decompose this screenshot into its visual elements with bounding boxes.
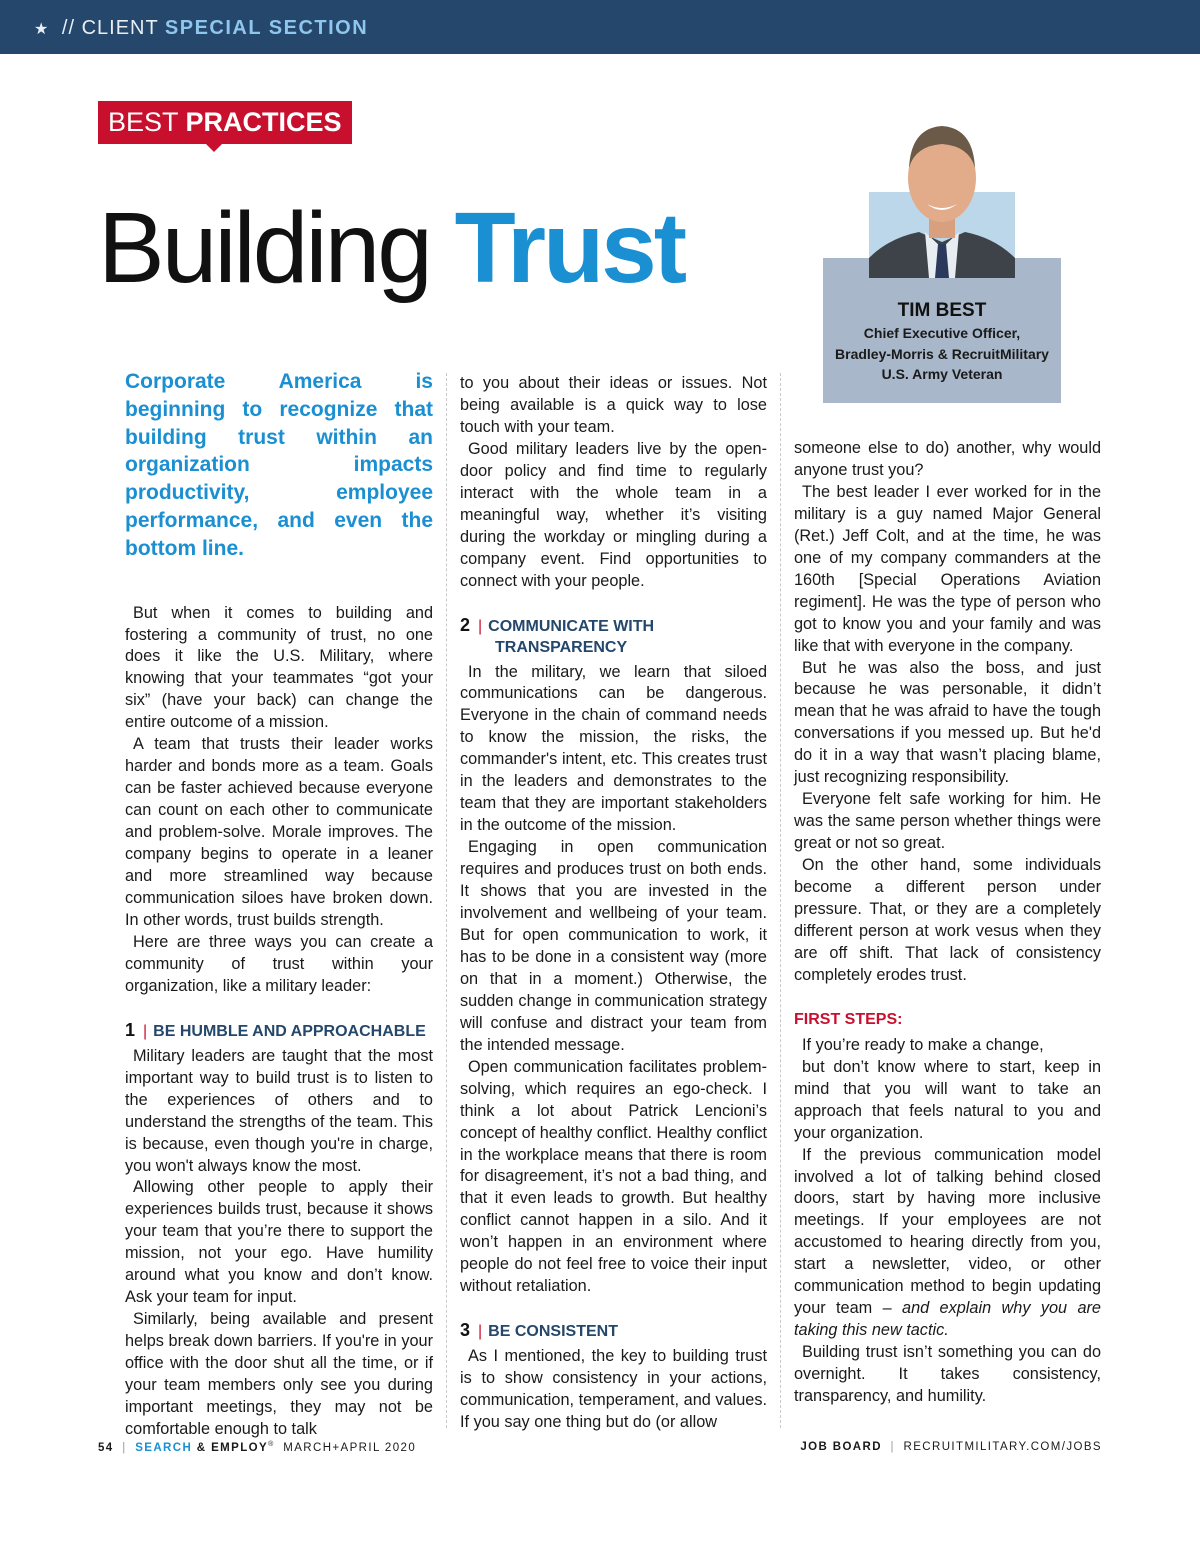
column-3 — [794, 438, 1101, 1408]
registered-mark: ® — [268, 1441, 275, 1448]
paragraph: but don’t know where to start, keep in mind that you will want to take an approach that feels natural to you and your organization. — [794, 1057, 1101, 1142]
heading-bar: | — [478, 617, 483, 635]
paragraph-italic: and explain why you are taking this new tactic. — [794, 1299, 1101, 1340]
section-heading-1 — [125, 1020, 433, 1042]
section-number: 2 — [460, 614, 471, 635]
paragraph: Military leaders are taught that the most important way to build trust is to listen to the experiences of others and to understand the strengths of the team. This is because, even though you're in charge, you won't always know the most. — [125, 1046, 433, 1175]
brand-employ: EMPLOY — [211, 1441, 269, 1454]
section-heading-3 — [460, 1320, 767, 1342]
brand-search: SEARCH — [135, 1441, 193, 1454]
paragraph: But he was also the boss, and just because he was personable, it didn’t mean that he was afraid to have the tough conversations if you messed up. But he'd do it in a way that wasn’t placing blame, just recognizing responsibility. — [794, 658, 1101, 787]
paragraph-text: If the previous communication model involved a lot of talking behind closed doors, start by having more inclusive meetings. If your employees are not accustomed to hearing directly from you, start a newsletter, video, or other communication method to begin updating your team – — [794, 1145, 1101, 1318]
paragraph: Engaging in open communication requires and produces trust on both ends. It shows that you are invested in the involvement and wellbeing of your team. But for open communication to work, it has to be done in a consistent way (more on that in a moment.) Otherwise, the sudden change in communication strategy will confuse and distract your team from the intended message. — [460, 838, 767, 1054]
footer-separator: | — [890, 1441, 895, 1453]
column-divider-1 — [446, 373, 447, 1428]
paragraph: to you about their ideas or issues. Not being available is a quick way to lose touch with your team. — [460, 374, 767, 436]
title-word-2: Trust — [454, 192, 685, 304]
column-1 — [125, 368, 433, 1441]
paragraph: A team that trusts their leader works harder and bonds more as a team. Goals can be faster achieved because everyone can count on each other to communicate and problem-solve. Morale improves. The company begins to operate in a leaner and more streamlined way because communication siloes have broken down. In other words, trust builds strength. — [125, 735, 433, 929]
section-prefix: // CLIENT — [61, 17, 159, 39]
top-banner — [0, 0, 1200, 54]
section-title: COMMUNICATE WITH — [488, 617, 655, 635]
paragraph: Here are three ways you can create a community of trust within your organization, like a military leader: — [125, 932, 433, 995]
author-title: Chief Executive Officer, — [863, 325, 1021, 341]
article-title — [98, 188, 684, 308]
paragraph: The best leader I ever worked for in the military is a guy named Major General (Ret.) Jeff Colt, and at the time, he was one of my company commanders at the 160th [Special Operations Aviation regiment]. He was the type of person who got to know you and your family and was like that with everyone in the company. — [794, 482, 1101, 655]
section-heading-2 — [460, 615, 767, 658]
title-word-1: Building — [98, 192, 430, 304]
lead-paragraph: Corporate America is beginning to recognize that building trust within an organization impacts productivity, employee performance, and even the bottom line. — [125, 370, 433, 560]
section-title: BE CONSISTENT — [488, 1323, 618, 1341]
section-title-line-2: TRANSPARENCY — [495, 638, 628, 656]
paragraph — [794, 1145, 1101, 1343]
paragraph: Good military leaders live by the open-door policy and find time to regularly interact with the whole team in a meaningful way, whether it’s visiting during the workday or mingling during a company event. Find opportunities to connect with your people. — [460, 439, 767, 590]
tag-bold: PRACTICES — [185, 107, 342, 137]
column-divider-2 — [780, 373, 781, 1428]
tag-light: BEST — [108, 107, 179, 137]
author-service: U.S. Army Veteran — [881, 366, 1003, 382]
section-name: SPECIAL SECTION — [164, 17, 369, 39]
issue-date: MARCH+APRIL 2020 — [283, 1441, 417, 1454]
footer-url[interactable]: RECRUITMILITARY.COM/JOBS — [903, 1441, 1102, 1453]
section-number: 3 — [460, 1320, 471, 1341]
best-practices-tag — [98, 101, 352, 144]
heading-bar: | — [478, 1323, 483, 1341]
paragraph: But when it comes to building and fostering a community of trust, no one does it like the U.S. Military, where knowing that your teammates “got your six” (have your back) can change the entire outcome of a mission. — [125, 603, 433, 732]
page-number: 54 — [98, 1441, 114, 1454]
section-number: 1 — [125, 1019, 136, 1040]
brand-amp: & — [196, 1441, 207, 1454]
first-steps-heading: FIRST STEPS: — [794, 1010, 903, 1028]
author-portrait — [869, 120, 1015, 278]
paragraph: Open communication facilitates problem-solving, which requires an ego-check. I think a lot about Patrick Lencioni’s concept of healthy conflict. Healthy conflict in the workplace means that there is room for disagreement, it’s not a bad thing, and that it even leads to growth. But healthy conflict cannot happen in a silo. And it won’t happen in an environment where people do not feel free to voice their input without retaliation. — [460, 1057, 767, 1296]
author-company: Bradley-Morris & RecruitMilitary — [835, 346, 1049, 362]
paragraph: In the military, we learn that siloed communications can be dangerous. Everyone in the chain of command needs to know the mission, the risks, the commander's intent, etc. This creates trust in the leaders and demonstrates to the team that they are important stakeholders in the outcome of the mission. — [460, 662, 767, 835]
paragraph: Building trust isn’t something you can do overnight. It takes consistency, transparency, and humility. — [794, 1343, 1101, 1406]
paragraph: Allowing other people to apply their experiences builds trust, because it shows your team that you’re there to support the mission, not your ego. Have humility around what you know and don’t know. Ask your team for input. — [125, 1178, 433, 1307]
section-title: BE HUMBLE AND APPROACHABLE — [153, 1022, 426, 1040]
footer-right — [800, 1441, 1102, 1453]
paragraph: As I mentioned, the key to building trust is to show consistency in your actions, communication, temperament, and values. If you say one thing but do (or allow — [460, 1347, 767, 1432]
footer-separator: | — [122, 1441, 127, 1454]
paragraph: Similarly, being available and present helps break down barriers. If you're in your office with the door shut all the time, or if your team members only see you during important meetings, they may not be comfortable enough to talk — [125, 1310, 433, 1438]
paragraph: Everyone felt safe working for him. He was the same person whether things were great or not so great. — [794, 790, 1101, 853]
paragraph: On the other hand, some individuals become a different person under pressure. That, or they are a completely different person at work vesus when they are off shift. That lack of consistency completely erodes trust. — [794, 856, 1101, 984]
paragraph: If you’re ready to make a change, — [802, 1035, 1044, 1054]
footer-left — [98, 1441, 416, 1454]
job-board-label: JOB BOARD — [800, 1441, 882, 1453]
column-2 — [460, 373, 767, 1434]
heading-bar: | — [143, 1022, 148, 1040]
paragraph: someone else to do) another, why would anyone trust you? — [794, 439, 1101, 479]
section-label — [34, 17, 368, 40]
author-name: TIM BEST — [897, 300, 987, 321]
star-icon: ★ — [34, 21, 50, 38]
